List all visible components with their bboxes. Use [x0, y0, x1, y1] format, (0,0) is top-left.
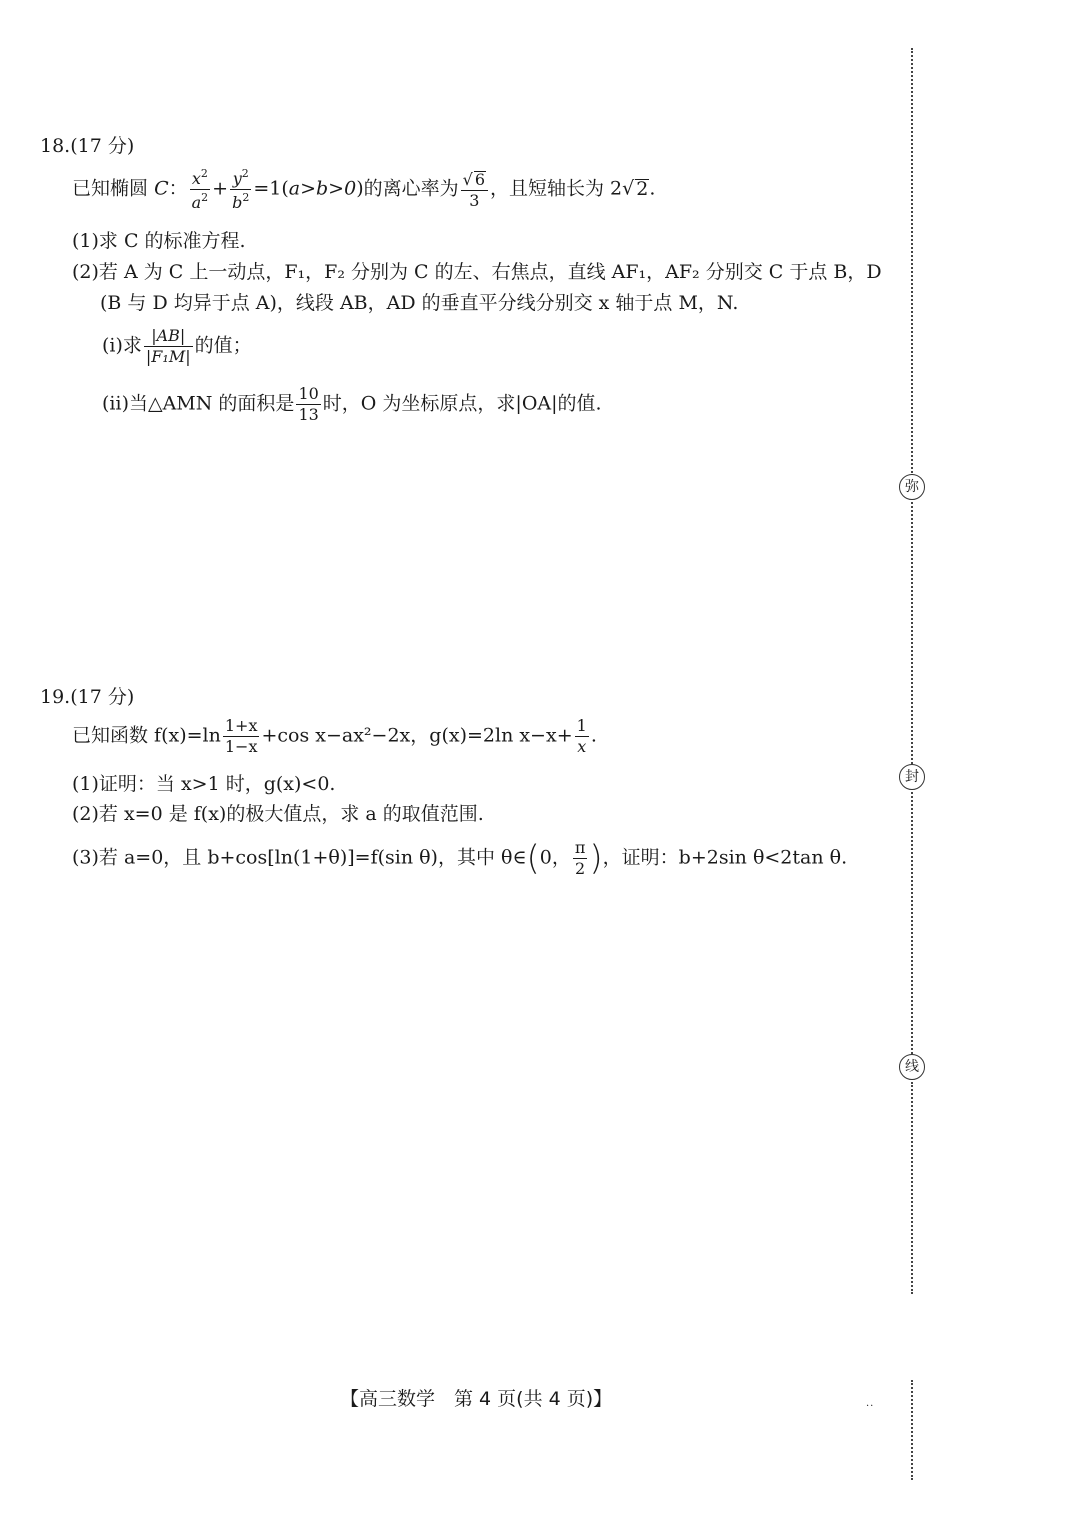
q18-eccentricity: $\frac{√ 6}{3}$: [461, 171, 488, 209]
q19-recip-fraction: [575, 718, 589, 755]
q19-part3-prefix: (3)若 a=0，且 b+cos[ln(1+θ)]=f(sin θ)，其中 θ∈: [72, 846, 527, 869]
q18-colon: ：: [168, 177, 188, 200]
q18-part1: (1)求 C 的标准方程.: [72, 230, 246, 252]
q18-sub-i-fraction: [144, 328, 193, 365]
q18-header: [40, 137, 134, 156]
q18-period: .: [649, 177, 656, 200]
binding-line-mid1: [911, 502, 913, 764]
binding-line-top: [911, 48, 913, 476]
q19-recip-num: 1: [576, 716, 587, 735]
q18-sub-i-den: |F₁M|: [145, 347, 191, 366]
q18-stem-mid: )的离心率为: [356, 177, 459, 200]
q19-recip-den: x: [577, 737, 587, 756]
q19-part3: [72, 840, 847, 877]
q19-interval-left: 0，: [539, 846, 571, 869]
q18-sub-ii-den: 13: [298, 405, 319, 424]
q18-sub-ii: [102, 386, 602, 423]
q19-two: 2: [575, 859, 586, 878]
q18-stem-end: ，且短轴长为 2: [490, 177, 623, 200]
q19-pi-half: [573, 840, 588, 877]
q18-sub-ii-prefix: (ⅱ)当△AMN 的面积是: [102, 392, 295, 415]
q18-frac-y: $\frac{y^2}{b^2}$: [232, 167, 250, 212]
q19-ln-num: 1+x: [224, 716, 258, 735]
seal-xian: 线: [899, 1054, 925, 1080]
q18-condition: a>b>0: [288, 177, 357, 200]
q18-sub-ii-suffix: 时，O 为坐标原点，求|OA|的值.: [322, 392, 602, 415]
q19-number: 19.: [40, 686, 71, 708]
q18-stem: 已知椭圆 C： $\frac{x^2}{a^2}$ + $\frac{y^2}{b^2}$ =1(a>b>0)的离心率为 $\frac{√ 6}{3}$ ，且短轴长为 2√ 2.: [72, 167, 656, 212]
q18-sub-i-prefix: (ⅰ)求: [102, 334, 142, 357]
q19-ln-den: 1−x: [224, 737, 258, 756]
seal-mi: 弥: [899, 474, 925, 500]
binding-line-tail: [911, 1380, 913, 1480]
q18-sub-i-num: |AB|: [144, 328, 193, 347]
q19-pi: π: [574, 838, 586, 857]
q18-number: 18.: [40, 135, 71, 157]
q19-points: (17 分): [70, 686, 135, 708]
q18-part2-line2: (B 与 D 均异于点 A)，线段 AB，AD 的垂直平分线分别交 x 轴于点 M，N.: [100, 292, 739, 314]
q19-period: .: [590, 724, 597, 747]
binding-line-bottom: [911, 1082, 913, 1294]
q19-part2: (2)若 x=0 是 f(x)的极大值点，求 a 的取值范围.: [72, 803, 484, 825]
seal-feng: 封: [899, 764, 925, 790]
q18-sub-ii-fraction: [296, 386, 320, 423]
q18-eq-tail: =1(: [253, 177, 289, 200]
page-footer: 【高三数学 第 4 页(共 4 页)】: [340, 1388, 613, 1410]
q19-stem: [72, 718, 597, 755]
q19-header: [40, 688, 134, 707]
q18-minor-radicand: 2: [636, 177, 649, 200]
q18-ecc-radicand: 6: [474, 169, 485, 189]
q18-points: (17 分): [70, 135, 135, 157]
q18-frac-x: $\frac{x^2}{a^2}$: [191, 167, 209, 212]
right-paren: ): [589, 838, 603, 879]
q19-stem-mid: +cos x−ax²−2x，g(x)=2ln x−x+: [261, 724, 573, 747]
footer-marks: ..: [866, 1398, 875, 1409]
q18-ecc-den: 3: [469, 190, 480, 210]
q19-ln-fraction: [223, 718, 260, 755]
q19-part1: (1)证明：当 x>1 时，g(x)<0.: [72, 773, 336, 795]
q19-part3-suffix: ，证明：b+2sin θ<2tan θ.: [602, 846, 848, 869]
left-paren: (: [526, 838, 540, 879]
q18-part2-line1: (2)若 A 为 C 上一动点，F₁，F₂ 分别为 C 的左、右焦点，直线 AF₁，AF₂ 分别交 C 于点 B，D: [72, 261, 882, 283]
q18-sub-ii-num: 10: [298, 384, 319, 403]
q18-sub-i-suffix: 的值；: [194, 334, 252, 357]
q18-sub-i: [102, 328, 252, 365]
q18-curve-name: C: [154, 177, 169, 200]
binding-line-mid2: [911, 792, 913, 1054]
q18-stem-intro: 已知椭圆: [72, 177, 149, 200]
q19-stem-intro: 已知函数 f(x)=ln: [72, 724, 221, 747]
